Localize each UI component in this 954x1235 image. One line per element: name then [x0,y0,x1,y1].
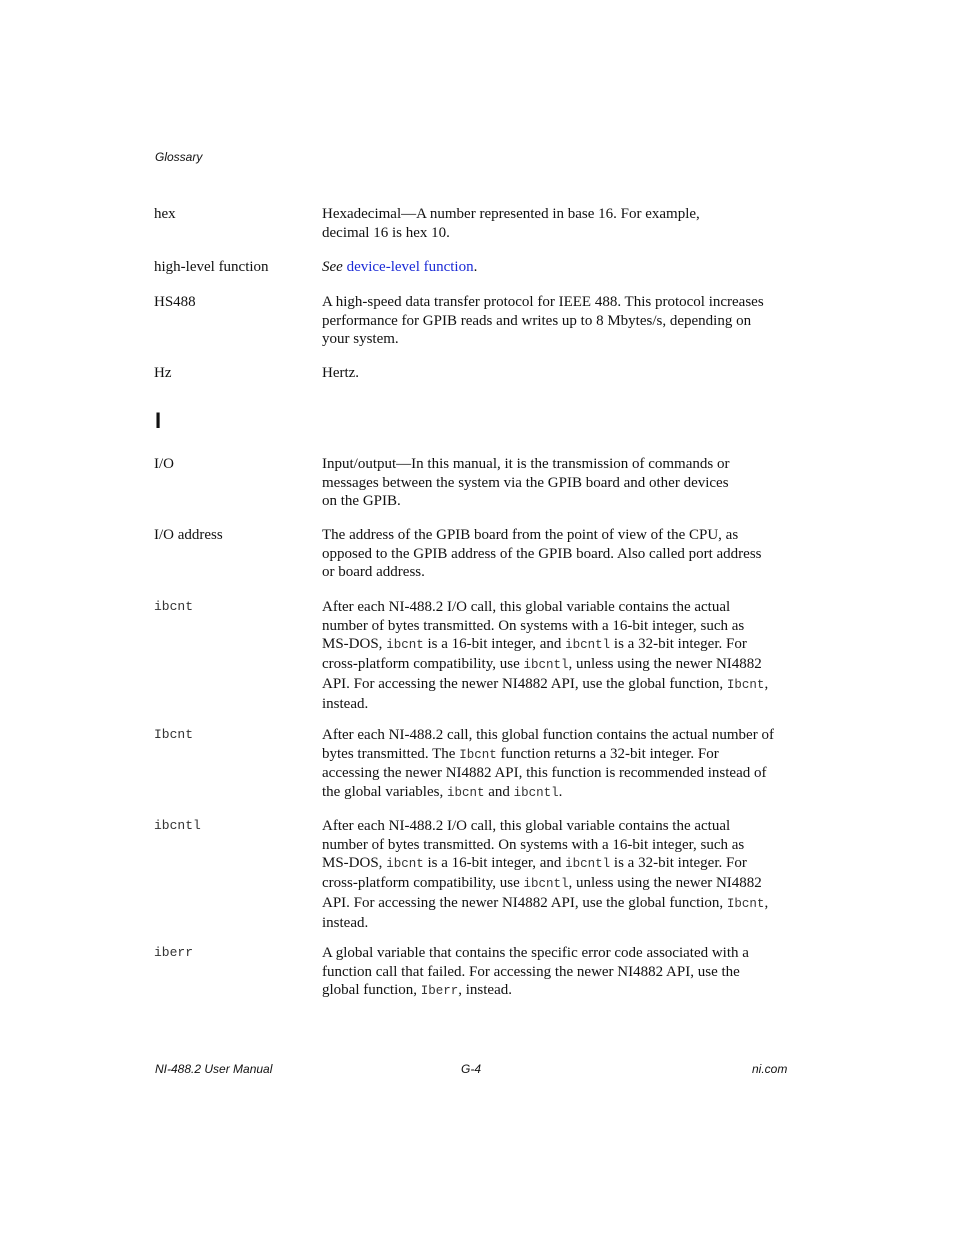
definition-line: After each NI-488.2 I/O call, this global variable contains the actual [322,599,731,615]
glossary-definition [322,726,787,803]
definition-line: on the GPIB. [322,493,401,510]
glossary-definition [322,944,787,1001]
glossary-term: hex [154,206,176,222]
definition-line: decimal 16 is hex 10. [322,224,450,241]
glossary-term: Ibcnt [154,727,194,742]
glossary-term: HS488 [154,294,196,310]
definition-line: function call that failed. For accessing the newer NI4882 API, use the [322,963,740,980]
code-ibcntl: ibcntl [523,658,569,673]
period: . [473,259,478,275]
code-Ibcnt: Ibcnt [726,677,765,692]
definition-line: performance for GPIB reads and writes up to 8 Mbytes/s, depending on [322,312,752,329]
definition-line: After each NI-488.2 call, this global function contains the actual number of [322,727,774,743]
definition-line: MS-DOS, ibcnt is a 16-bit integer, and ibcntl is a 32-bit integer. For [322,855,747,872]
definition-line: bytes transmitted. The Ibcnt function returns a 32-bit integer. For [322,745,719,762]
definition-line: or board address. [322,564,425,581]
section-heading-i: I [155,408,162,433]
glossary-term: ibcnt [154,599,194,614]
glossary-definition [322,364,787,383]
glossary-definition [322,817,787,932]
definition-line: your system. [322,331,399,348]
definition-line: After each NI-488.2 I/O call, this global variable contains the actual [322,818,731,834]
definition-line: opposed to the GPIB address of the GPIB board. Also called port address [322,545,762,562]
glossary-definition [322,258,787,277]
glossary-definition [322,526,787,582]
glossary-term: iberr [154,945,194,960]
glossary-term: Hz [154,365,172,381]
definition-line: the global variables, ibcnt and ibcntl. [322,784,563,801]
device-level-function-link[interactable]: device-level function [346,259,474,275]
definition-line: API. For accessing the newer NI4882 API, use the global function, Ibcnt, [322,894,769,911]
definition-line: global function, Iberr, instead. [322,982,512,999]
definition-line: instead. [322,695,369,712]
glossary-term: I/O address [154,527,223,543]
footer-manual-title: NI-488.2 User Manual [155,1062,273,1076]
glossary-definition [322,205,787,242]
footer-website: ni.com [752,1062,788,1076]
running-header: Glossary [155,150,203,164]
glossary-term: ibcntl [154,818,201,833]
definition-line: number of bytes transmitted. On systems with a 16-bit integer, such as [322,617,745,634]
definition-line: instead. [322,914,369,931]
code-Iberr: Iberr [420,984,459,999]
glossary-definition [322,455,787,511]
glossary-definition [322,293,787,349]
see-label: See [322,259,343,275]
definition-line: messages between the system via the GPIB board and other devices [322,474,729,491]
definition-line: cross-platform compatibility, use ibcntl, unless using the newer NI4882 [322,875,762,892]
definition-line: API. For accessing the newer NI4882 API, use the global function, Ibcnt, [322,675,769,692]
code-ibcntl: ibcntl [565,857,611,872]
definition-line: number of bytes transmitted. On systems with a 16-bit integer, such as [322,836,745,853]
definition-line: Input/output—In this manual, it is the transmission of commands or [322,456,730,472]
definition-line: A high-speed data transfer protocol for IEEE 488. This protocol increases [322,294,764,310]
definition-line: A global variable that contains the specific error code associated with a [322,945,749,961]
code-ibcntl: ibcntl [513,786,559,801]
definition-line: cross-platform compatibility, use ibcntl, unless using the newer NI4882 [322,656,762,673]
code-ibcnt: ibcnt [386,638,424,653]
code-ibcnt: ibcnt [446,786,485,801]
code-ibcntl: ibcntl [523,877,569,892]
glossary-definition [322,598,787,713]
definition-line: Hertz. [322,365,360,381]
definition-line: The address of the GPIB board from the point of view of the CPU, as [322,527,739,543]
glossary-term: high-level function [154,259,269,275]
footer-page-number: G-4 [461,1062,482,1076]
definition-line: accessing the newer NI4882 API, this function is recommended instead of [322,765,767,782]
code-ibcntl: ibcntl [565,638,611,653]
code-Ibcnt: Ibcnt [726,896,765,911]
glossary-term: I/O [154,456,174,472]
definition-line: Hexadecimal—A number represented in base 16. For example, [322,206,700,222]
code-Ibcnt: Ibcnt [459,747,497,762]
code-ibcnt: ibcnt [386,857,424,872]
definition-line: MS-DOS, ibcnt is a 16-bit integer, and ibcntl is a 32-bit integer. For [322,636,747,653]
